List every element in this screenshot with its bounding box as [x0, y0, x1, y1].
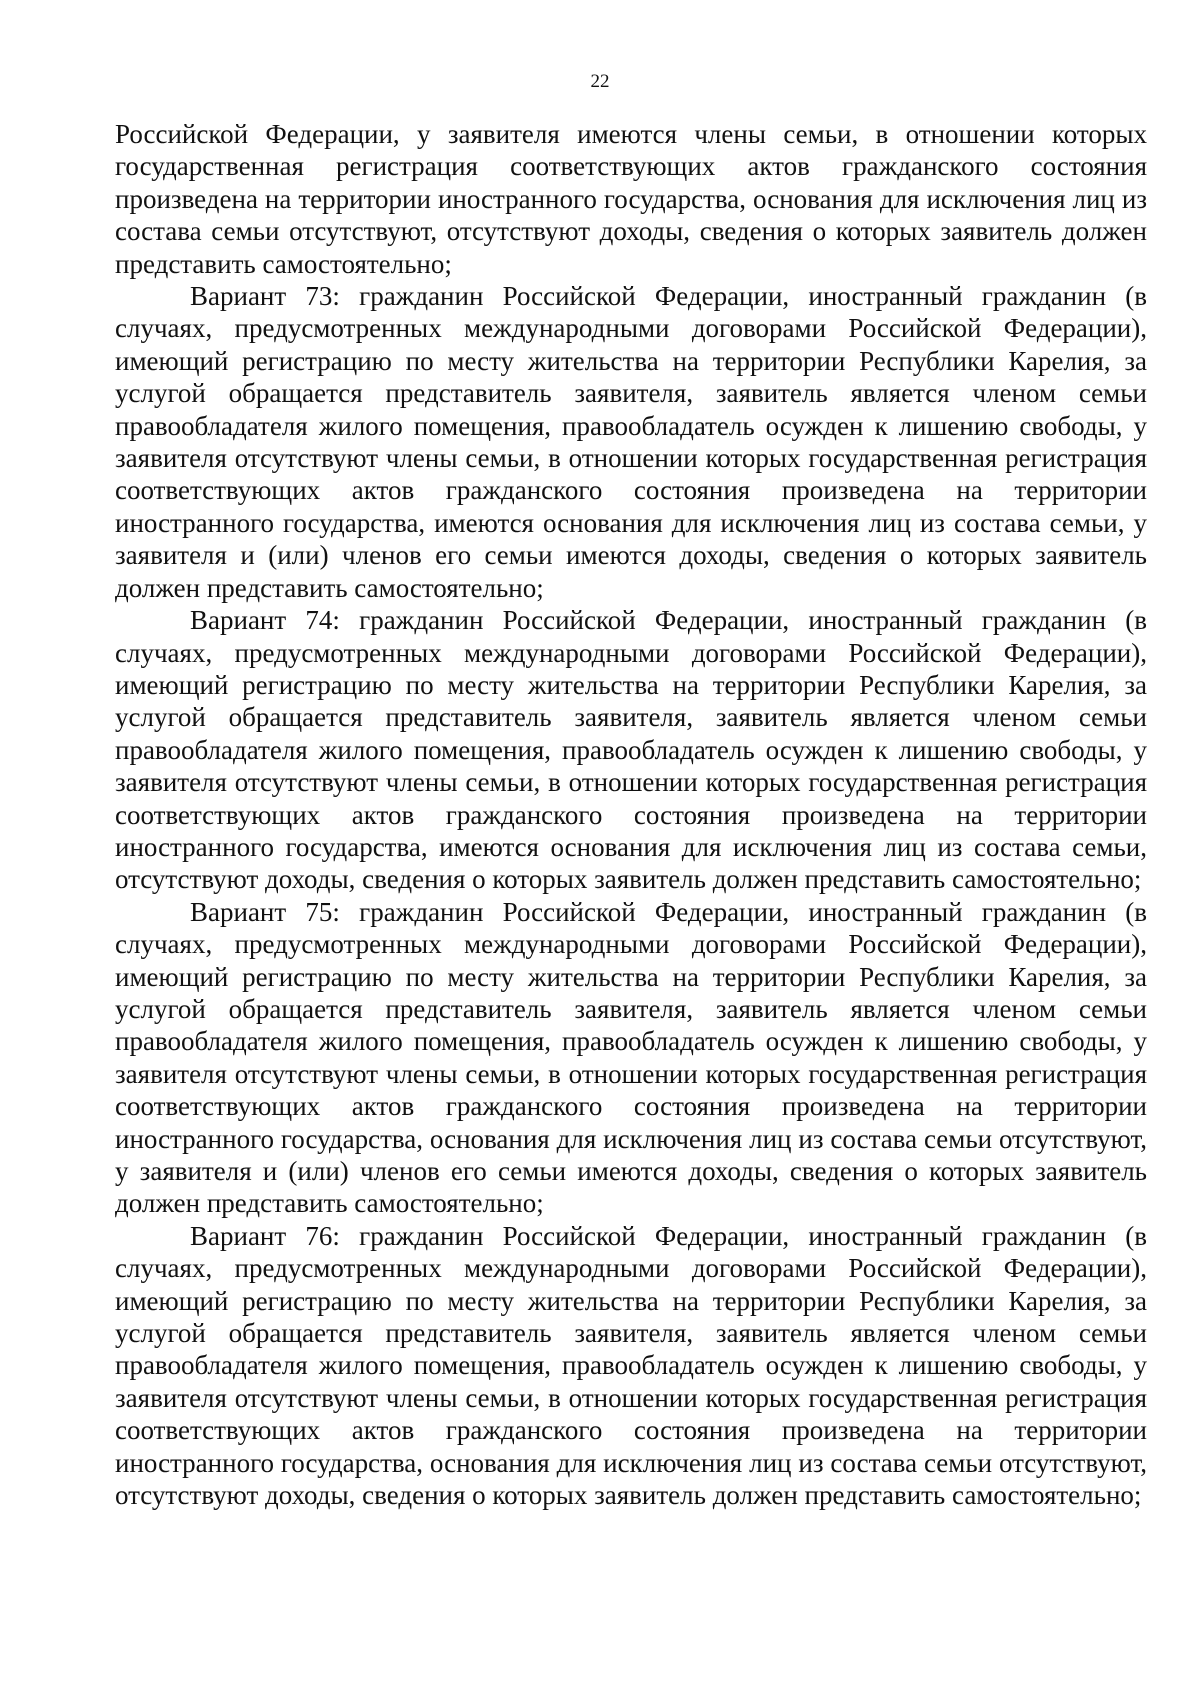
paragraph-variant-76: Вариант 76: гражданин Российской Федерации, иностранный гражданин (в случаях, предусмотренных международными договорами Российской Федерации), имеющий регистрацию по месту жительства на территории Республики Карелия, за услугой обращается представитель заявителя, заявитель является членом семьи правообладателя жилого помещения, правообладатель осужден к лишению свободы, у заявителя отсутствуют члены семьи, в отношении которых государственная регистрация соответствующих актов гражданского состояния произведена на территории иностранного государства, основания для исключения лиц из состава семьи отсутствуют, отсутствуют доходы, сведения о которых заявитель должен представить самостоятельно; — [115, 1220, 1147, 1511]
paragraph-variant-75: Вариант 75: гражданин Российской Федерации, иностранный гражданин (в случаях, предусмотренных международными договорами Российской Федерации), имеющий регистрацию по месту жительства на территории Республики Карелия, за услугой обращается представитель заявителя, заявитель является членом семьи правообладателя жилого помещения, правообладатель осужден к лишению свободы, у заявителя отсутствуют члены семьи, в отношении которых государственная регистрация соответствующих актов гражданского состояния произведена на территории иностранного государства, основания для исключения лиц из состава семьи отсутствуют, у заявителя и (или) членов его семьи имеются доходы, сведения о которых заявитель должен представить самостоятельно; — [115, 896, 1147, 1219]
document-body — [115, 118, 1147, 1511]
paragraph-variant-74: Вариант 74: гражданин Российской Федерации, иностранный гражданин (в случаях, предусмотренных международными договорами Российской Федерации), имеющий регистрацию по месту жительства на территории Республики Карелия, за услугой обращается представитель заявителя, заявитель является членом семьи правообладателя жилого помещения, правообладатель осужден к лишению свободы, у заявителя отсутствуют члены семьи, в отношении которых государственная регистрация соответствующих актов гражданского состояния произведена на территории иностранного государства, имеются основания для исключения лиц из состава семьи, отсутствуют доходы, сведения о которых заявитель должен представить самостоятельно; — [115, 605, 1147, 895]
paragraph-variant-73: Вариант 73: гражданин Российской Федерации, иностранный гражданин (в случаях, предусмотренных международными договорами Российской Федерации), имеющий регистрацию по месту жительства на территории Республики Карелия, за услугой обращается представитель заявителя, заявитель является членом семьи правообладателя жилого помещения, правообладатель осужден к лишению свободы, у заявителя отсутствуют члены семьи, в отношении которых государственная регистрация соответствующих актов гражданского состояния произведена на территории иностранного государства, имеются основания для исключения лиц из состава семьи, у заявителя и (или) членов его семьи имеются доходы, сведения о которых заявитель должен представить самостоятельно; — [115, 281, 1147, 603]
paragraph-continuation: Российской Федерации, у заявителя имеются члены семьи, в отношении которых государственная регистрация соответствующих актов гражданского состояния произведена на территории иностранного государства, основания для исключения лиц из состава семьи отсутствуют, отсутствуют доходы, сведения о которых заявитель должен представить самостоятельно; — [115, 119, 1147, 279]
page-number: 22 — [590, 71, 610, 92]
